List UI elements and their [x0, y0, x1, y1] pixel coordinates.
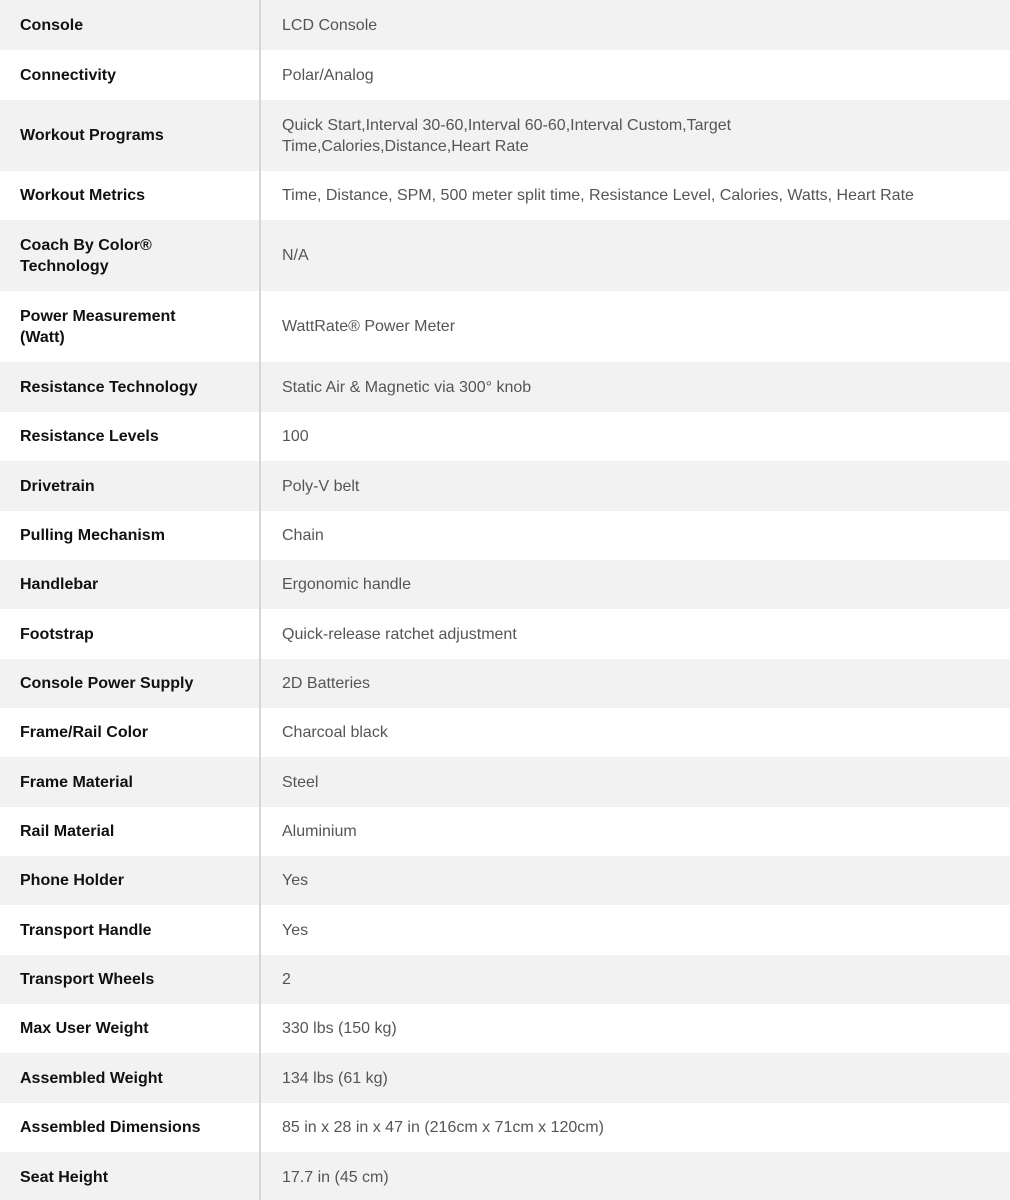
spec-label: Resistance Technology	[0, 362, 261, 412]
spec-row-resistance-levels	[0, 412, 1010, 461]
spec-value: WattRate® Power Meter	[282, 318, 456, 335]
spec-row-drivetrain	[0, 461, 1010, 511]
spec-row-coach-by-color	[0, 220, 1010, 291]
spec-label: Resistance Levels	[0, 412, 261, 461]
spec-label: Pulling Mechanism	[0, 511, 261, 560]
spec-value: 134 lbs (61 kg)	[282, 1069, 388, 1087]
spec-value: Quick Start,Interval 30-60,Interval 60-60,Interval Custom,Target Time,Calories,Distance,Heart Rate	[282, 116, 732, 155]
spec-label: Rail Material	[0, 807, 261, 856]
spec-row-frame-material	[0, 757, 1010, 807]
spec-row-power-measurement	[0, 291, 1010, 362]
spec-label: Footstrap	[0, 609, 261, 659]
spec-label: Coach By Color® Technology	[0, 220, 261, 291]
spec-row-max-user-weight	[0, 1004, 1010, 1053]
spec-value: Time, Distance, SPM, 500 meter split time, Resistance Level, Calories, Watts, Heart Rate	[282, 187, 914, 204]
spec-row-workout-metrics	[0, 171, 1010, 220]
spec-row-pulling-mechanism	[0, 511, 1010, 560]
spec-row-console-power-supply	[0, 659, 1010, 708]
spec-label: Console	[0, 0, 261, 50]
spec-label: Assembled Dimensions	[0, 1103, 261, 1152]
spec-row-workout-programs	[0, 100, 1010, 171]
spec-label: Drivetrain	[0, 461, 261, 511]
spec-label: Max User Weight	[0, 1004, 261, 1053]
spec-value: Polar/Analog	[282, 66, 374, 84]
spec-row-phone-holder	[0, 856, 1010, 905]
spec-row-footstrap	[0, 609, 1010, 659]
spec-row-assembled-dimensions	[0, 1103, 1010, 1152]
spec-value: 330 lbs (150 kg)	[282, 1020, 397, 1037]
spec-row-connectivity	[0, 50, 1010, 100]
spec-row-handlebar	[0, 560, 1010, 609]
spec-value: 100	[282, 428, 309, 445]
spec-label: Power Measurement (Watt)	[0, 291, 261, 362]
spec-value: Poly-V belt	[282, 477, 360, 495]
spec-value: Quick-release ratchet adjustment	[282, 625, 517, 643]
spec-value: Yes	[282, 921, 309, 939]
spec-row-transport-wheels	[0, 955, 1010, 1004]
spec-value: Steel	[282, 773, 319, 791]
spec-value: LCD Console	[282, 16, 378, 34]
spec-value: N/A	[282, 247, 309, 264]
spec-label: Workout Metrics	[0, 171, 261, 220]
spec-label: Frame Material	[0, 757, 261, 807]
spec-value: Yes	[282, 872, 309, 889]
spec-row-assembled-weight	[0, 1053, 1010, 1103]
spec-label: Transport Handle	[0, 905, 261, 955]
spec-label: Phone Holder	[0, 856, 261, 905]
spec-row-resistance-technology	[0, 362, 1010, 412]
spec-row-transport-handle	[0, 905, 1010, 955]
spec-row-rail-material	[0, 807, 1010, 856]
spec-label: Workout Programs	[0, 100, 261, 171]
spec-row-seat-height	[0, 1152, 1010, 1200]
spec-row-frame-rail-color	[0, 708, 1010, 757]
spec-value: 2D Batteries	[282, 675, 371, 692]
spec-value: Chain	[282, 527, 324, 544]
spec-value: Ergonomic handle	[282, 576, 411, 593]
spec-label: Assembled Weight	[0, 1053, 261, 1103]
spec-value: Aluminium	[282, 823, 357, 840]
spec-row-console	[0, 0, 1010, 50]
spec-label: Seat Height	[0, 1152, 261, 1200]
spec-value: 2	[282, 971, 291, 988]
spec-value: 17.7 in (45 cm)	[282, 1168, 389, 1186]
spec-label: Transport Wheels	[0, 955, 261, 1004]
spec-value: Charcoal black	[282, 724, 388, 741]
spec-value: 85 in x 28 in x 47 in (216cm x 71cm x 120cm)	[282, 1119, 604, 1136]
spec-label: Handlebar	[0, 560, 261, 609]
spec-label: Console Power Supply	[0, 659, 261, 708]
spec-value: Static Air & Magnetic via 300° knob	[282, 378, 532, 396]
spec-label: Connectivity	[0, 50, 261, 100]
spec-label: Frame/Rail Color	[0, 708, 261, 757]
